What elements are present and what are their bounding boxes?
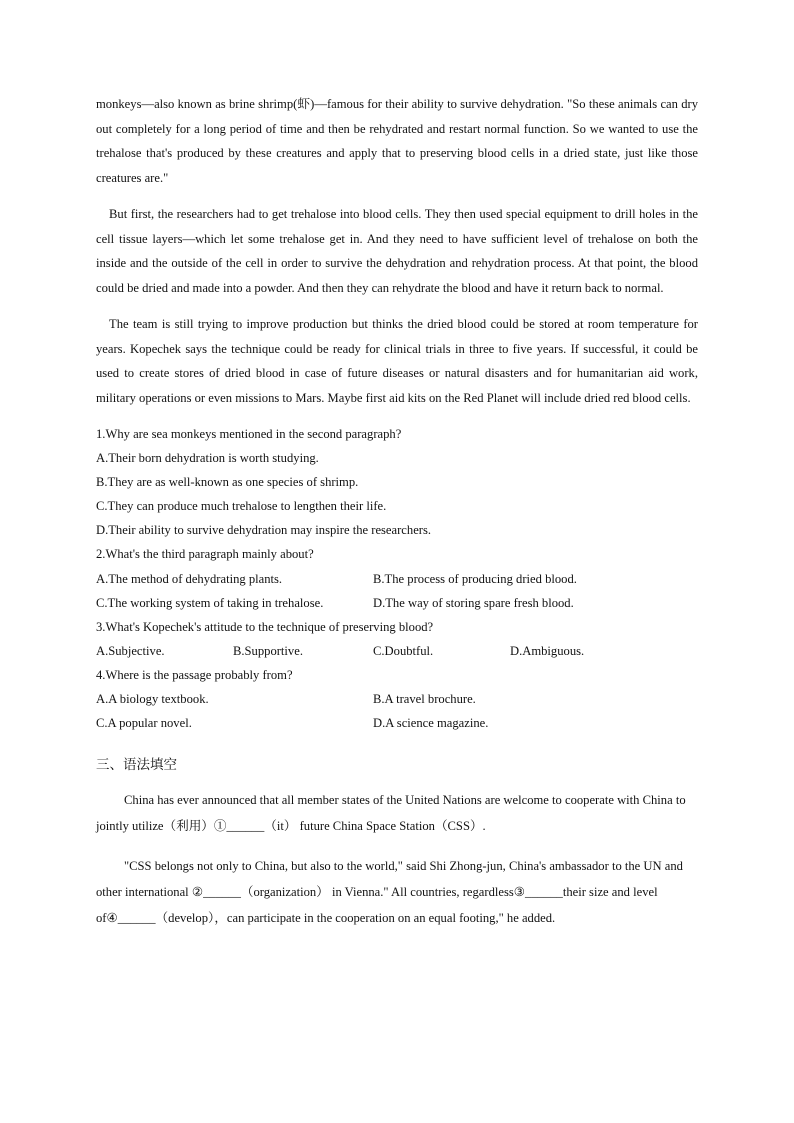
question-3	[96, 615, 698, 663]
option-d: D.Their ability to survive dehydration may inspire the researchers.	[96, 523, 432, 538]
question-2	[96, 542, 698, 614]
option-c: C.A popular novel.	[96, 716, 192, 731]
grammar-paragraph-2: "CSS belongs not only to China, but also to the world," said Shi Zhong-jun, China's ambassador to the UN and other international ②______（organization） in Vienna." All countries, regardless③______their size and level of④______（develop），can participate in the cooperation on an equal footing," he added.	[96, 859, 683, 926]
option-b: B.A travel brochure.	[373, 692, 476, 707]
option-a: A.The method of dehydrating plants.	[96, 571, 283, 586]
option-b: B.The process of producing dried blood.	[373, 571, 577, 586]
option-d: D.A science magazine.	[373, 716, 489, 731]
section-heading: 三、语法填空	[96, 757, 177, 774]
question-4	[96, 663, 698, 735]
option-a: A.A biology textbook.	[96, 692, 209, 707]
question-stem: 2.What's the third paragraph mainly about?	[96, 547, 314, 562]
option-c: C.The working system of taking in trehalose.	[96, 595, 324, 610]
passage-paragraph-3: The team is still trying to improve production but thinks the dried blood could be stored at room temperature for years. Kopechek says the technique could be ready for clinical trials in three to five years. If successful, it could be used to create stores of dried blood in case of future diseases or natural disasters and for humanitarian aid work, military operations or even missions to Mars. Maybe first aid kits on the Red Planet will include dried red blood cells.	[96, 317, 698, 405]
passage-paragraph-2: But first, the researchers had to get trehalose into blood cells. They then used special equipment to drill holes in the cell tissue layers—which let some trehalose get in. And they need to have sufficient level of trehalose on both the inside and the outside of the cell in order to survive the dehydration and rehydration process. At that point, the blood could be dried and made into a powder. And then they can rehydrate the blood and have it return back to normal.	[96, 207, 698, 295]
document-page	[96, 92, 698, 945]
option-a: A.Subjective.	[96, 643, 165, 658]
question-stem: 3.What's Kopechek's attitude to the technique of preserving blood?	[96, 619, 434, 634]
option-c: C.Doubtful.	[373, 643, 434, 658]
question-stem: 1.Why are sea monkeys mentioned in the second paragraph?	[96, 427, 402, 441]
option-d: D.Ambiguous.	[510, 643, 585, 658]
question-stem: 4.Where is the passage probably from?	[96, 667, 293, 682]
question-1	[96, 422, 698, 542]
option-a: A.Their born dehydration is worth studying.	[96, 451, 319, 466]
option-d: D.The way of storing spare fresh blood.	[373, 595, 574, 610]
grammar-paragraph-1: China has ever announced that all member states of the United Nations are welcome to cooperate with China to jointly utilize（利用）①______（it） future China Space Station（CSS）.	[96, 793, 686, 834]
passage-paragraph-1: monkeys—also known as brine shrimp(虾)—famous for their ability to survive dehydration. "So these animals can dry out completely for a long period of time and then be rehydrated and restart normal function. So we wanted to use the trehalose that's produced by these creatures and apply that to preserving blood cells in a dried state, just like those creatures are."	[96, 97, 698, 185]
option-b: B.They are as well-known as one species of shrimp.	[96, 475, 359, 490]
option-c: C.They can produce much trehalose to lengthen their life.	[96, 499, 387, 514]
option-b: B.Supportive.	[233, 643, 303, 658]
